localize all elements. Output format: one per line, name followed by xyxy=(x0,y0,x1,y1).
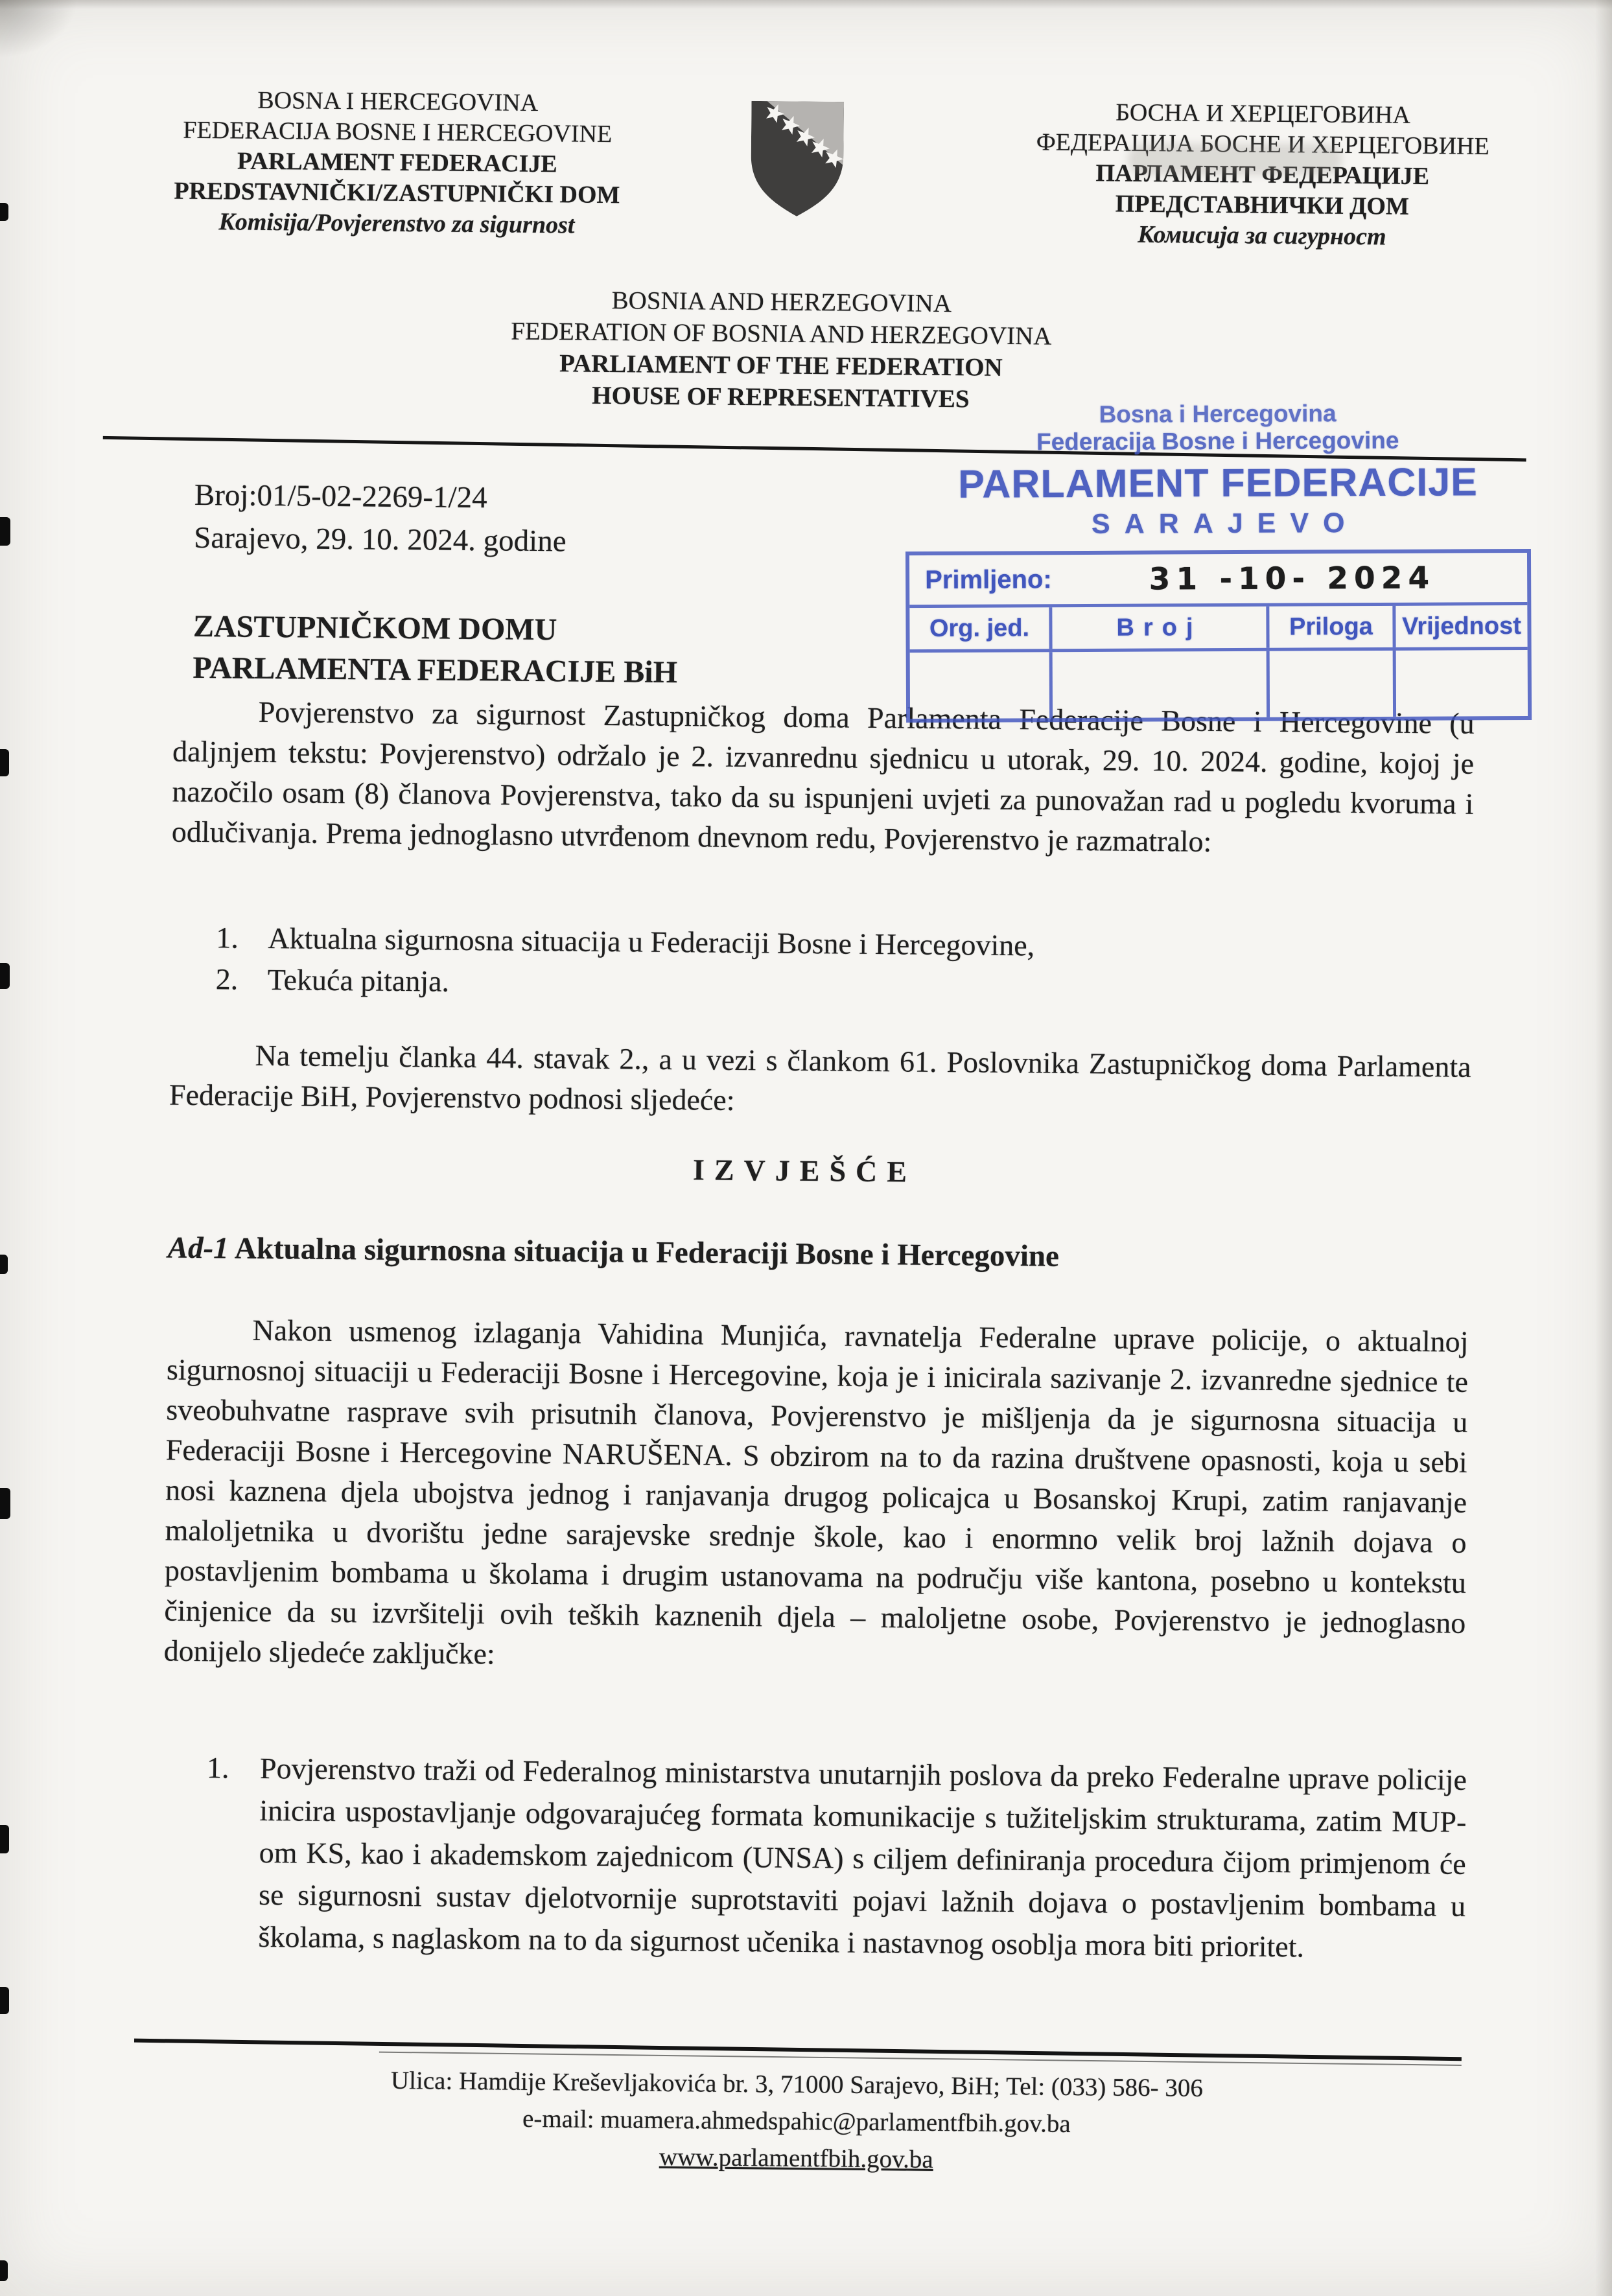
document-number: Broj:01/5-02-2269-1/24 xyxy=(194,478,487,515)
letterhead-line: FEDERACIJA BOSNE I HERCEGOVINE xyxy=(183,116,613,148)
stamp-col-org-jed: Org. jed. xyxy=(929,614,1030,642)
stamp-empty-cell xyxy=(1267,651,1393,717)
stamp-col-broj: Broj xyxy=(1049,607,1266,649)
ad1-label: Ad-1 xyxy=(167,1231,229,1266)
conclusion-text: Povjerenstvo traži od Federalnog ministarstva unutarnjih poslova da preko Federalne uprave policije inicira uspostavljanje odgovarajućeg formata komunikacije s tužiteljskim strukturama, zatim MUP-om KS, kao i akademskom zajednicom (UNSA) s ciljem definiranja procedura čijom primjenom će se sigurnosni sustav djelotvornije suprotstaviti pojavi lažnih dojava o postavljenim bombama u školama, s naglaskom na to da sigurnost učenika i nastavnog osoblja mora biti prioritet. xyxy=(258,1751,1467,1964)
ad1-heading xyxy=(168,1231,1060,1274)
letterhead-line: HOUSE OF REPRESENTATIVES xyxy=(592,381,970,413)
conclusion-item xyxy=(161,1746,1467,1969)
letterhead-line: БОСНА И ХЕРЦЕГОВИНА xyxy=(1116,99,1411,129)
letterhead-line: FEDERATION OF BOSNIA AND HERZEGOVINA xyxy=(511,317,1052,351)
conclusions-list xyxy=(161,1746,1467,1969)
recipient-line: PARLAMENTA FEDERACIJE BiH xyxy=(193,650,678,690)
situation-paragraph: Nakon usmenog izlaganja Vahidina Munjića, ravnatelja Federalne uprave policije, o aktualnoj sigurnosnoj situaciji u Federaciji Bosne i Hercegovine, koja je i inicirala sazivanje 2. izvanredne sjednice te sveobuhvatne rasprave svih prisutnih članova, Povjerenstvo je mišljenja da je sigurnosna situacija u Federaciji Bosne i Hercegovine NARUŠENA. S obzirom na to da razina društvene opasnosti, koja u sebi nosi kaznena djela ubojstva jednog i ranjavanja drugog policajca u Bosanskoj Krupi, zatim ranjavanje maloljetnika u dvorištu jedne sarajevske srednje škole, kao i enormno velik broj lažnih dojava o postavljenim bombama u školama i drugim ustanovama na području više kantona, posebno u kontekstu činjenice da su izvršitelji ovih teških kaznenih djela – maloljetne osobe, Povjerenstvo je jednoglasno donijelo sljedeće zaključke: xyxy=(163,1313,1469,1671)
stamp-city: SARAJEVO xyxy=(1091,507,1359,540)
report-title: IZVJEŠĆE xyxy=(692,1153,917,1189)
stamp-header-row xyxy=(909,602,1527,649)
letterhead-english xyxy=(453,283,1109,417)
letterhead-line: ПРЕДСТАВНИЧКИ ДОМ xyxy=(1115,190,1410,220)
stamp-col-priloga: Priloga xyxy=(1266,606,1392,648)
letterhead-latin xyxy=(79,84,716,242)
scan-right-shade xyxy=(1595,0,1612,2296)
agenda-list xyxy=(170,917,1472,1012)
letterhead-line: BOSNA I HERCEGOVINA xyxy=(257,86,539,117)
scan-edge-mark xyxy=(0,517,10,546)
recipient-line: ZASTUPNIČKOM DOMU xyxy=(193,609,557,647)
stamp-line: Federacija Bosne i Hercegovine xyxy=(1036,426,1399,456)
scan-top-shade xyxy=(0,0,1612,9)
letterhead-line: ПАРЛАМЕНТ ФЕДЕРАЦИЈЕ xyxy=(1095,159,1430,191)
coat-of-arms-icon xyxy=(736,94,858,222)
letterhead-line: Komisija/Povjerenstvo za sigurnost xyxy=(218,208,575,239)
scan-edge-mark xyxy=(0,1255,8,1274)
scan-corner-smudge xyxy=(0,0,78,58)
document-place-date: Sarajevo, 29. 10. 2024. godine xyxy=(194,520,567,559)
scan-edge-mark xyxy=(0,1987,9,2014)
receipt-stamp xyxy=(905,399,1532,723)
received-date-stamp: 31 -10- 2024 xyxy=(1149,560,1436,597)
scan-edge-mark xyxy=(0,2260,8,2281)
scan-edge-mark xyxy=(0,749,9,776)
letterhead-line: PARLAMENT FEDERACIJE xyxy=(237,147,557,178)
scan-edge-mark xyxy=(0,203,8,221)
recipient-block xyxy=(193,606,678,693)
agenda-item-number: 1. xyxy=(216,921,239,955)
agenda-item-number: 2. xyxy=(215,962,239,996)
agenda-item-text: Tekuća pitanja. xyxy=(267,963,450,998)
stamp-title: PARLAMENT FEDERACIJE xyxy=(957,459,1478,506)
stamp-empty-cell xyxy=(1393,650,1528,717)
agenda-item-text: Aktualna sigurnosna situacija u Federaciji Bosne i Hercegovine, xyxy=(268,922,1035,962)
intro-paragraph: Povjerenstvo za sigurnost Zastupničkog doma Parlamenta Federacije Bosne i Hercegovine (u daljnjem tekstu: Povjerenstvo) održalo je 2. izvanrednu sjednicu u utorak, 29. 10. 2024. godine, kojoj je nazočilo osam (8) članova Povjerenstva, tako da su ispunjeni uvjeti za punovažan rad u pogledu kvoruma i odlučivanja. Prema jednoglasno utvrđenom dnevnom redu, Povjerenstvo je razmatralo: xyxy=(171,695,1475,858)
stamp-empty-cell xyxy=(910,652,1049,719)
conclusion-number: 1. xyxy=(206,1751,229,1785)
letterhead-line: BOSNIA AND HERZEGOVINA xyxy=(611,286,952,318)
letterhead-cyrillic xyxy=(951,96,1574,254)
scan-edge-mark xyxy=(0,1488,10,1519)
scan-ink-ghost xyxy=(1128,144,1342,175)
letterhead-line: ФЕДЕРАЦИЈА БОСНЕ И ХЕРЦЕГОВИНЕ xyxy=(1036,128,1489,161)
stamp-empty-row xyxy=(910,647,1528,719)
footer-email: e-mail: muamera.ahmedspahic@parlamentfbih.gov.ba xyxy=(522,2104,1071,2138)
letterhead-line: PARLIAMENT OF THE FEDERATION xyxy=(559,349,1003,382)
letterhead-line: Комисија за сигурност xyxy=(1137,220,1386,251)
stamp-table xyxy=(905,549,1532,723)
stamp-empty-cell xyxy=(1049,651,1267,718)
stamp-line: Bosna i Hercegovina xyxy=(1099,400,1337,428)
stamp-received-row xyxy=(909,553,1527,605)
legal-paragraph: Na temelju članka 44. stavak 2., a u vezi s člankom 61. Poslovnika Zastupničkog doma Parlamenta Federacije BiH, Povjerenstvo podnosi sljedeće: xyxy=(169,1038,1471,1117)
footer-block xyxy=(0,2058,1604,2185)
footer-website: www.parlamentfbih.gov.ba xyxy=(659,2142,933,2174)
ad1-title: Aktualna sigurnosna situacija u Federaciji Bosne i Hercegovine xyxy=(228,1231,1060,1273)
footer-address: Ulica: Hamdije Kreševljakovića br. 3, 71000 Sarajevo, BiH; Tel: (033) 586- 306 xyxy=(390,2066,1204,2102)
document-meta xyxy=(194,474,567,563)
scan-edge-mark xyxy=(0,1825,9,1853)
received-label: Primljeno: xyxy=(925,564,1052,594)
letterhead-line: PREDSTAVNIČKI/ZASTUPNIČKI DOM xyxy=(174,177,620,209)
stamp-col-vrijednost: Vrijednost xyxy=(1392,605,1527,647)
scan-edge-mark xyxy=(0,963,10,989)
